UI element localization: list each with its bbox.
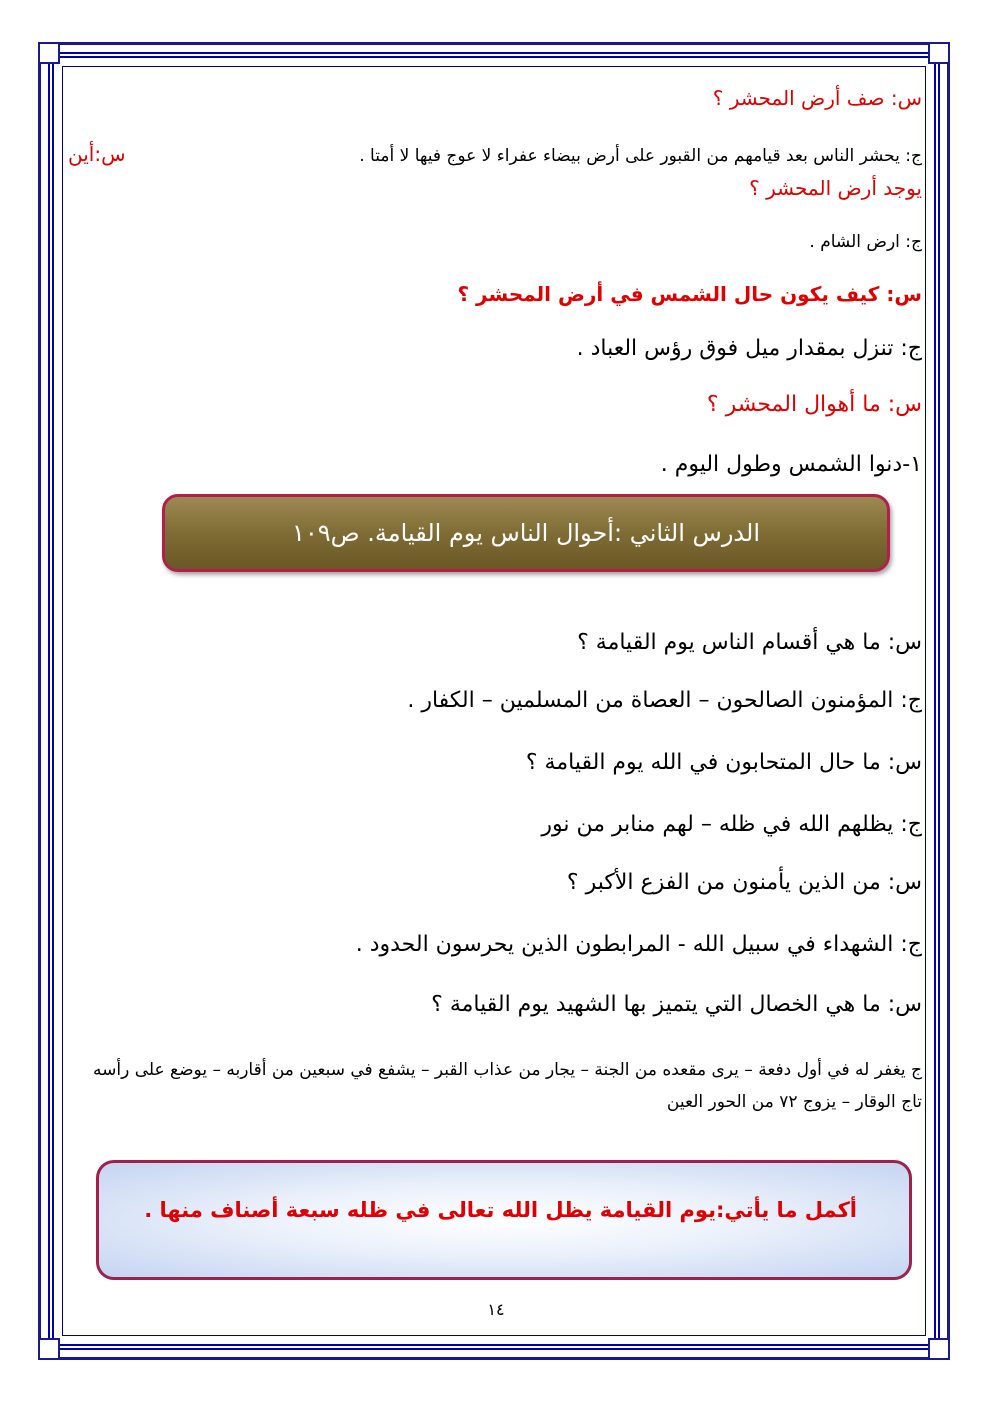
lesson-answer-1: ج: المؤمنون الصالحون – العصاة من المسلمين – الكفار . <box>407 688 922 713</box>
frame-corner-bottom-right <box>928 1338 950 1360</box>
exercise-box: أكمل ما يأتي:يوم القيامة يظل الله تعالى في ظله سبعة أصناف منها . <box>96 1160 912 1280</box>
answer-1: ج: يحشر الناس بعد قيامهم من القبور على أرض بيضاء عفراء لا عوج فيها لا أمتا . <box>359 146 922 166</box>
question-2-rest: يوجد أرض المحشر ؟ <box>749 176 922 200</box>
lesson-banner: الدرس الثاني :أحوال الناس يوم القيامة. ص١٠٩ <box>162 494 890 572</box>
frame-corner-bottom-left <box>38 1338 60 1360</box>
lesson-answer-2: ج: يظلهم الله في ظله – لهم منابر من نور <box>541 812 922 837</box>
lesson-answer-3: ج: الشهداء في سبيل الله - المرابطون الذين يحرسون الحدود . <box>355 932 922 957</box>
question-2-start: س:أين <box>68 142 126 166</box>
answer-3: ج: تنزل بمقدار ميل فوق رؤس العباد . <box>576 336 922 361</box>
answer-2: ج: ارض الشام . <box>809 232 922 252</box>
lesson-question-3: س: من الذين يأمنون من الفزع الأكبر ؟ <box>566 870 922 895</box>
page-number: ١٤ <box>487 1300 505 1319</box>
question-4: س: ما أهوال المحشر ؟ <box>706 392 922 417</box>
lesson-answer-4: ج يغفر له في أول دفعة – يرى مقعده من الجنة – يجار من عذاب القبر – يشفع في سبعين من أقاربه – يوضع على رأسه تاج الوقار – يزوج ٧٢ من الحور العين <box>93 1060 922 1112</box>
lesson-question-1: س: ما هي أقسام الناس يوم القيامة ؟ <box>577 630 922 655</box>
lesson-question-4: س: ما هي الخصال التي يتميز بها الشهيد يوم القيامة ؟ <box>431 992 922 1017</box>
lesson-question-2: س: ما حال المتحابون في الله يوم القيامة ؟ <box>525 750 922 775</box>
question-3: س: كيف يكون حال الشمس في أرض المحشر ؟ <box>457 282 922 306</box>
frame-corner-top-right <box>928 42 950 64</box>
question-1: س: صف أرض المحشر ؟ <box>712 86 922 110</box>
frame-corner-top-left <box>38 42 60 64</box>
answer-4: ١-دنوا الشمس وطول اليوم . <box>660 452 922 477</box>
